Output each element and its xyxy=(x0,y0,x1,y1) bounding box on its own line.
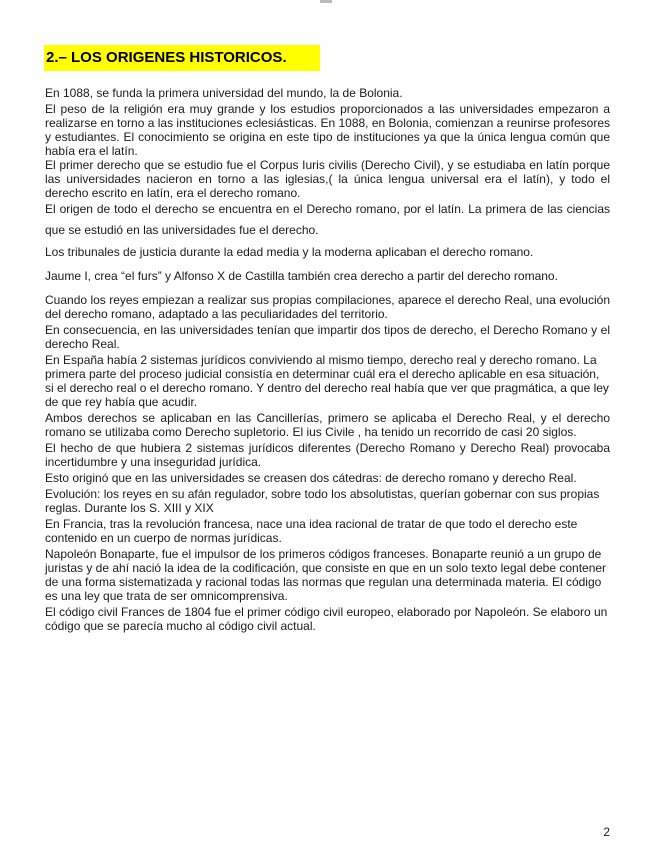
paragraph: En consecuencia, en las universidades tenían que impartir dos tipos de derecho, el Derecho Romano y el derecho Real. xyxy=(45,323,610,351)
paragraph: El hecho de que hubiera 2 sistemas jurídicos diferentes (Derecho Romano y Derecho Real) provocaba incertidumbre y una inseguridad jurídica. xyxy=(45,441,610,469)
paragraph: El peso de la religión era muy grande y los estudios proporcionados a las universidades empezaron a realizarse en torno a las instituciones eclesiásticas. En 1088, en Bolonia, comienzan a reunirse profesores y estudiantes. El conocimiento se origina en este tipo de instituciones ya que la única lengua común que había era el latín. xyxy=(45,102,610,158)
paragraph: El origen de todo el derecho se encuentra en el Derecho romano, por el latín. La primera de las ciencias que se estudió en las universidades fue el derecho. xyxy=(45,202,610,237)
paragraph: Cuando los reyes empiezan a realizar sus propias compilaciones, aparece el derecho Real, una evolución del derecho romano, adaptado a las peculiaridades del territorio. xyxy=(45,293,610,321)
page-number: 2 xyxy=(603,825,610,839)
paragraph: Napoleón Bonaparte, fue el impulsor de los primeros códigos franceses. Bonaparte reunió a un grupo de juristas y de ahí nació la idea de la codificación, que consiste en que en un solo texto legal debe contener de una forma sistematizada y racional todas las normas que regulan una determinada materia. El código es una ley que trata de ser omnicomprensiva. xyxy=(45,547,607,603)
header-mark xyxy=(320,0,332,3)
paragraph: El código civil Frances de 1804 fue el primer código civil europeo, elaborado por Napoleón. Se elaboro un código que se parecía mucho al código civil actual. xyxy=(45,605,608,633)
paragraph: Jaume I, crea “el furs” y Alfonso X de Castilla también crea derecho a partir del derecho romano. xyxy=(45,269,558,283)
paragraph: Los tribunales de justicia durante la edad media y la moderna aplicaban el derecho romano. xyxy=(45,245,534,259)
section-heading: 2.– LOS ORIGENES HISTORICOS. xyxy=(44,45,320,71)
document-body xyxy=(45,86,610,633)
paragraph: Esto originó que en las universidades se creasen dos cátedras: de derecho romano y derecho Real. xyxy=(45,471,577,485)
paragraph: Evolución: los reyes en su afán regulador, sobre todo los absolutistas, querían gobernar con sus propias reglas. Durante los S. XIII y XIX xyxy=(45,487,600,515)
paragraph: Ambos derechos se aplicaban en las Cancillerías, primero se aplicaba el Derecho Real, y el derecho romano se utilizaba como Derecho supletorio. El ius Civile , ha tenido un recorrido de casi 20 siglos. xyxy=(45,411,610,439)
paragraph: En 1088, se funda la primera universidad del mundo, la de Bolonia. xyxy=(45,86,403,100)
paragraph: En España había 2 sistemas jurídicos conviviendo al mismo tiempo, derecho real y derecho romano. La primera parte del proceso judicial consistía en determinar cuál era el derecho aplicable en esa situación, si el derecho real o el derecho romano. Y dentro del derecho real había que ver que pragmática, a que ley de que rey había que acudir. xyxy=(45,353,609,409)
paragraph: El primer derecho que se estudio fue el Corpus Iuris civilis (Derecho Civil), y se estudiaba en latín porque las universidades nacieron en torno a las iglesias,( la única lengua universal era el latín), y todo el derecho escrito en latín, era el derecho romano. xyxy=(45,158,610,200)
paragraph: En Francia, tras la revolución francesa, nace una idea racional de tratar de que todo el derecho este contenido en un cuerpo de normas jurídicas. xyxy=(45,517,578,545)
